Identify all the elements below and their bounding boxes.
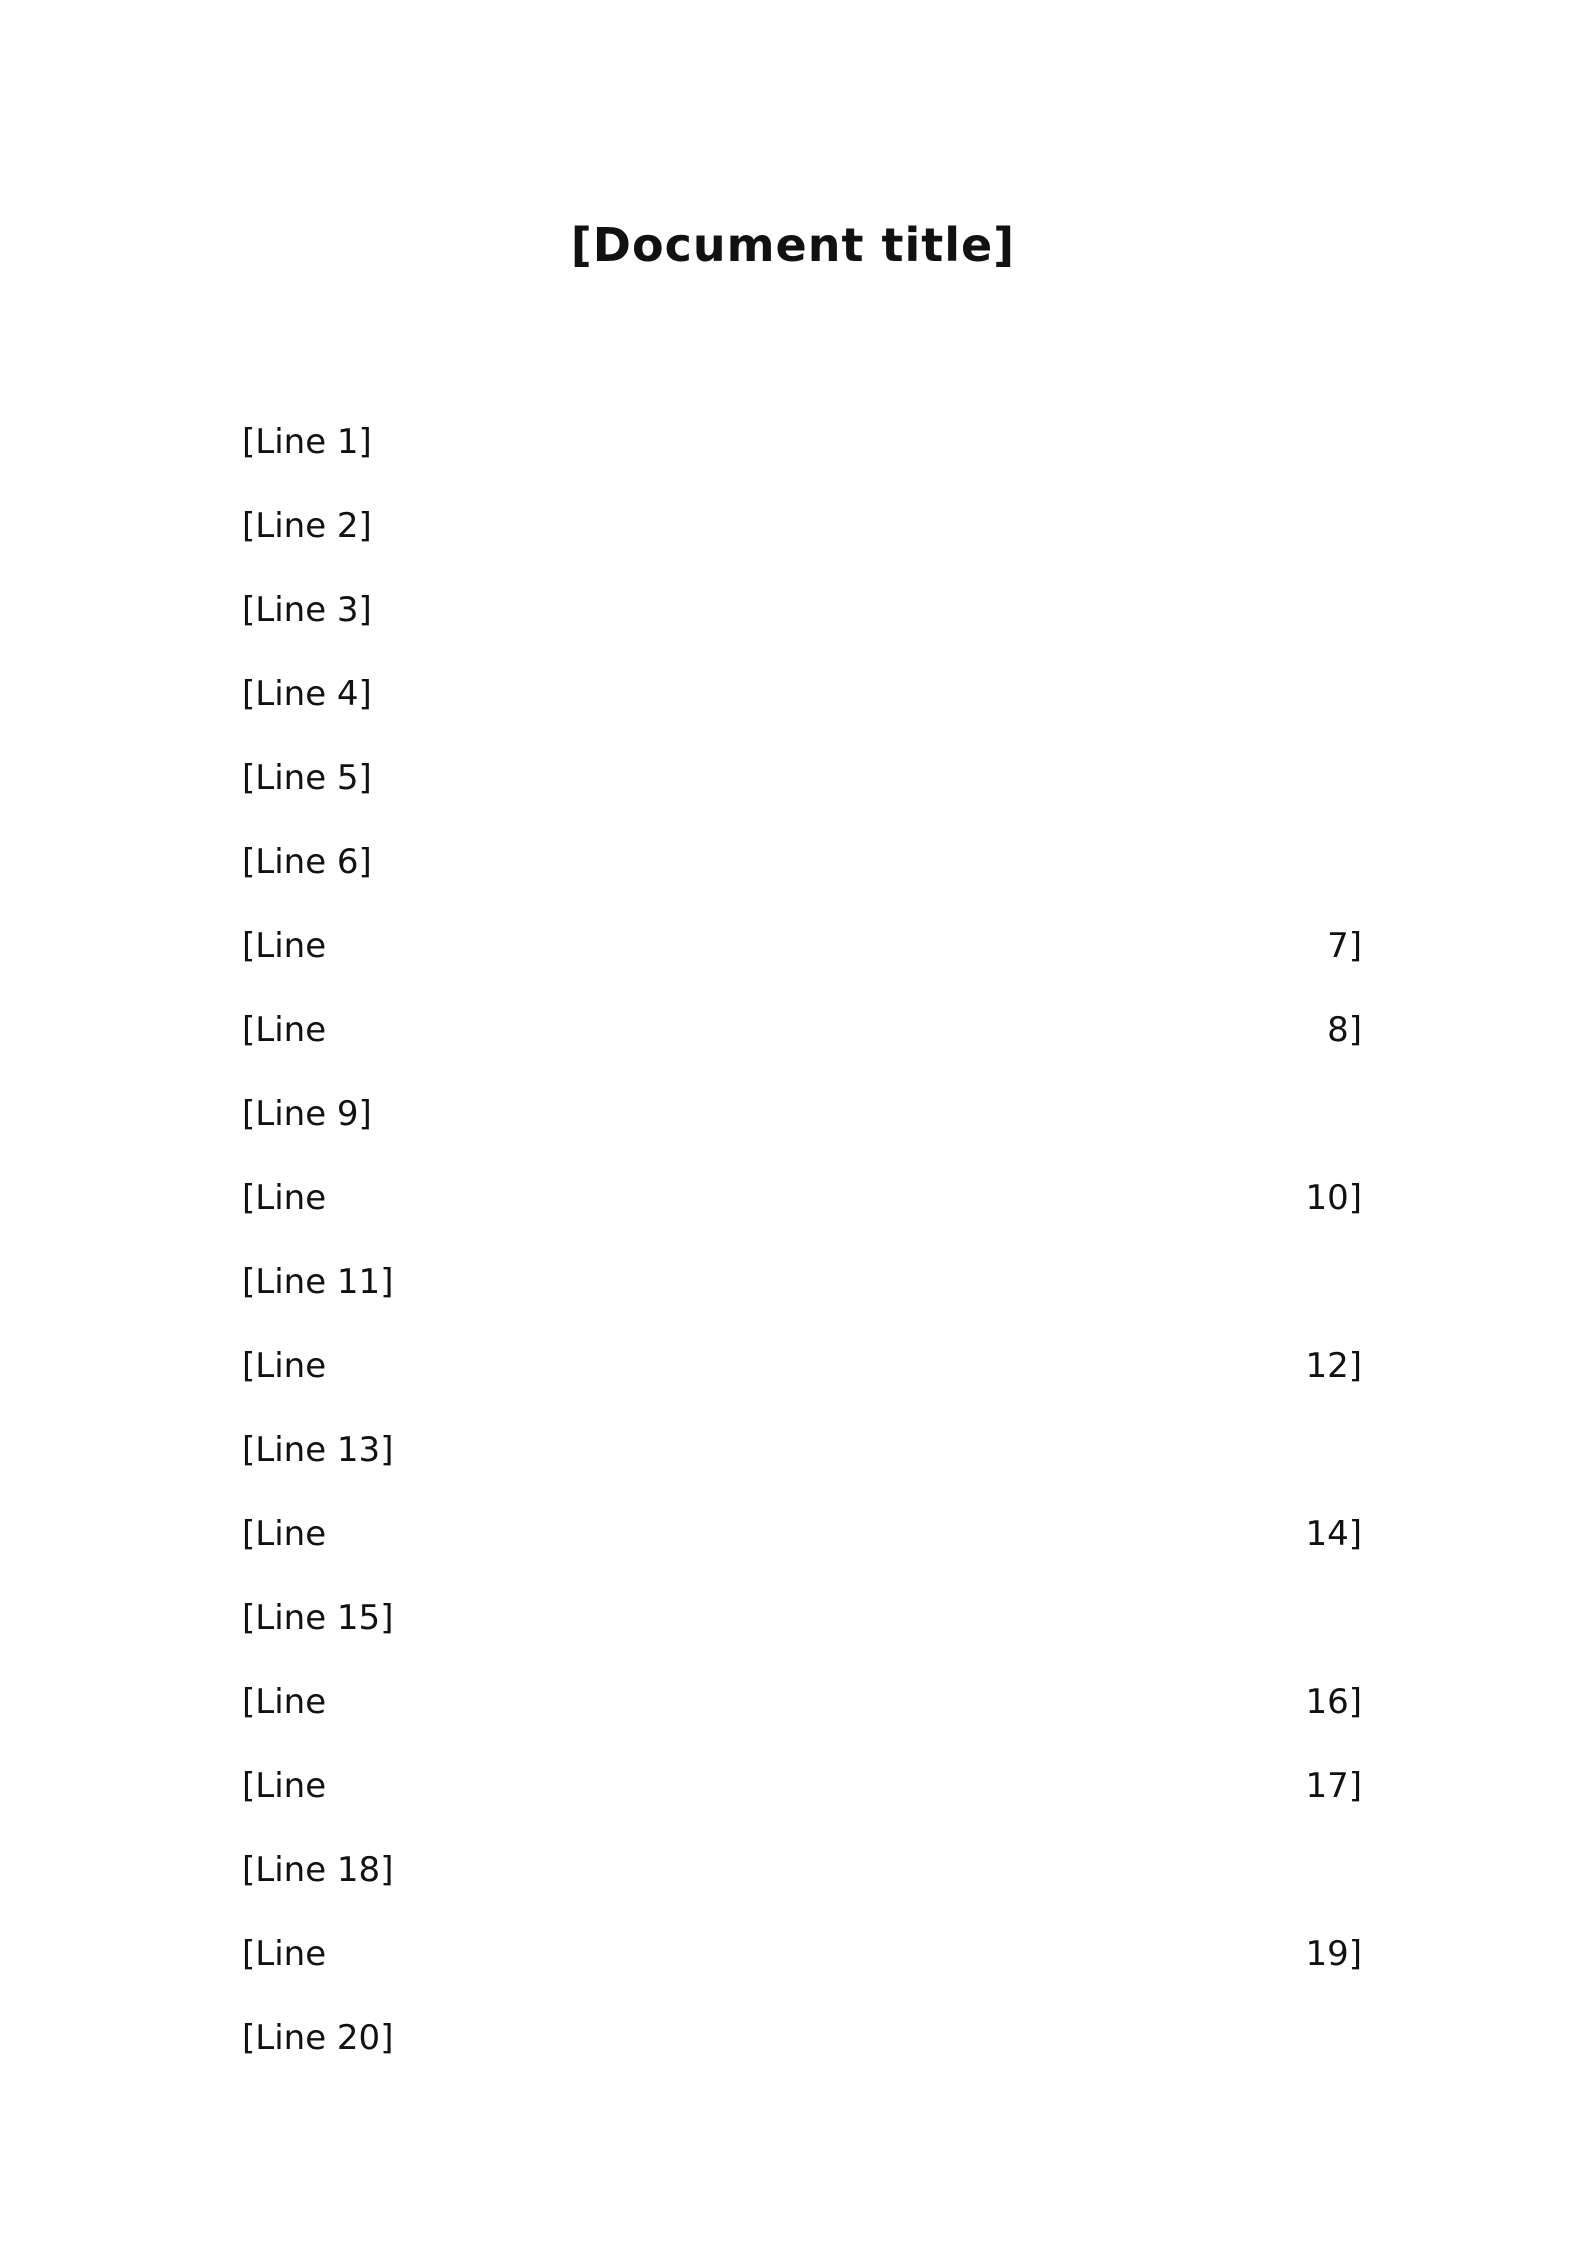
doc-line: [Line 19] bbox=[242, 1934, 1362, 1974]
doc-line: [Line 6] bbox=[242, 842, 372, 882]
doc-line: [Line 4] bbox=[242, 674, 372, 714]
document-title: [Document title] bbox=[570, 218, 1016, 272]
doc-line: [Line 12] bbox=[242, 1346, 1362, 1386]
doc-line: [Line 20] bbox=[242, 2018, 394, 2058]
doc-line: [Line 3] bbox=[242, 590, 372, 630]
doc-line: [Line 10] bbox=[242, 1178, 1362, 1218]
doc-line: [Line 14] bbox=[242, 1514, 1362, 1554]
doc-line: [Line 16] bbox=[242, 1682, 1362, 1722]
doc-line: [Line 2] bbox=[242, 506, 372, 546]
document-body bbox=[242, 400, 1362, 2080]
doc-line: [Line 13] bbox=[242, 1430, 394, 1470]
doc-line: [Line 7] bbox=[242, 926, 1362, 966]
doc-line: [Line 11] bbox=[242, 1262, 394, 1302]
doc-line: [Line 5] bbox=[242, 758, 372, 798]
doc-line: [Line 15] bbox=[242, 1598, 394, 1638]
doc-line: [Line 17] bbox=[242, 1766, 1362, 1806]
doc-line: [Line 8] bbox=[242, 1010, 1362, 1050]
doc-line: [Line 1] bbox=[242, 422, 372, 462]
doc-line: [Line 9] bbox=[242, 1094, 372, 1134]
doc-line: [Line 18] bbox=[242, 1850, 394, 1890]
